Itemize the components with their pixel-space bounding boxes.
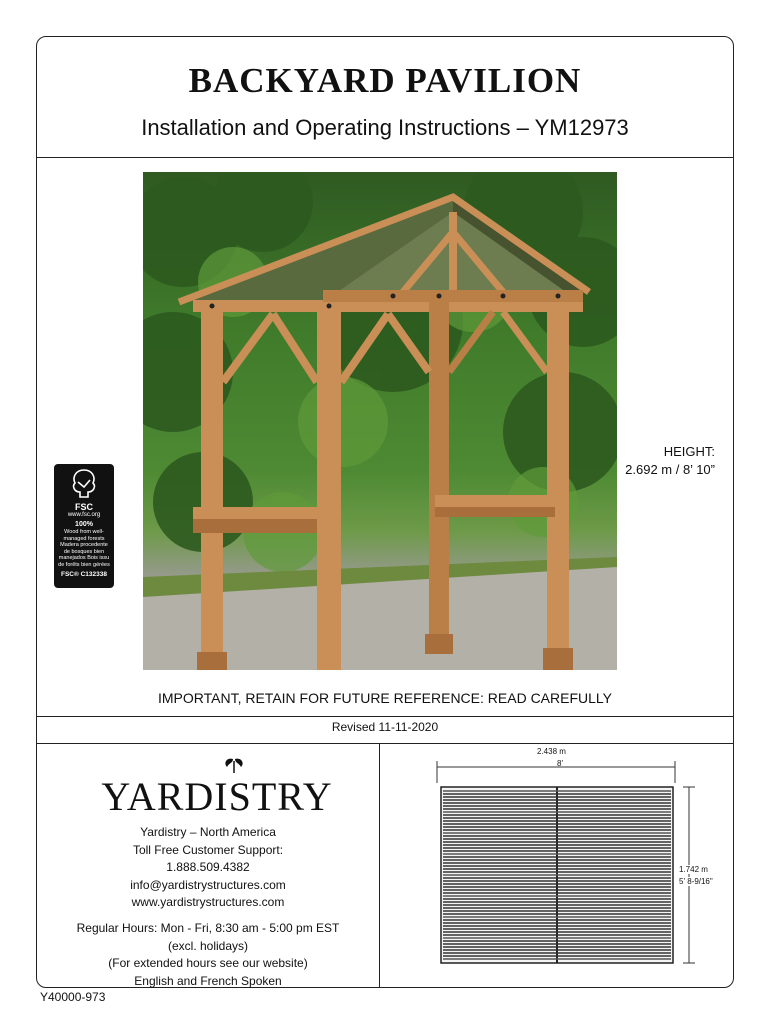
fsc-description: Wood from well-managed forests Madera procedente de bosques bien manejados Bois issu de forêts bien gérées [58, 529, 110, 568]
divider-vertical [379, 744, 380, 988]
roof-plan-diagram [397, 747, 717, 983]
hours-regular: Regular Hours: Mon - Fri, 8:30 am - 5:00 pm EST [76, 921, 340, 935]
hours-extended: (For extended hours see our website) [108, 956, 308, 970]
hours-languages: English and French Spoken [134, 973, 282, 988]
plan-width-metric: 2.438 m [537, 747, 566, 756]
hours-holidays: (excl. holidays) [167, 938, 249, 953]
contact-company: Yardistry – North America [140, 825, 276, 839]
important-notice: IMPORTANT, RETAIN FOR FUTURE REFERENCE: READ CAREFULLY [157, 690, 612, 706]
fsc-logo-text: FSC [75, 502, 93, 512]
product-photo [143, 172, 617, 670]
contact-phone[interactable]: 1.888.509.4382 [166, 860, 250, 874]
page-subtitle: Installation and Operating Instructions – YM12973 [141, 115, 629, 140]
fsc-code: FSC® C132338 [61, 571, 107, 578]
fsc-percent: 100% [75, 521, 93, 528]
roof-plan-drawing [397, 747, 717, 983]
fsc-certification-badge [54, 464, 114, 588]
page-title: BACKYARD PAVILION [188, 61, 582, 100]
divider-top [37, 157, 733, 158]
document-number: Y40000-973 [40, 990, 106, 1004]
revised-date: Revised 11-11-2020 [331, 720, 439, 734]
support-hours [37, 920, 379, 990]
height-label: HEIGHT: [663, 444, 715, 459]
contact-website[interactable]: www.yardistrystructures.com [131, 895, 285, 909]
contact-email[interactable]: info@yardistrystructures.com [130, 877, 286, 892]
logo-wordmark: YARDISTRY [101, 774, 333, 819]
contact-support-label: Toll Free Customer Support: [132, 842, 284, 857]
plan-width-imperial: 8' [557, 759, 563, 768]
plan-depth-imperial: 5' 8-9/16" [679, 877, 713, 886]
divider-middle [37, 716, 733, 717]
page-frame [36, 36, 734, 988]
fsc-tree-icon [70, 468, 98, 498]
height-value: 2.692 m / 8’ 10” [625, 462, 715, 477]
contact-info [37, 824, 379, 912]
divider-bottom [37, 743, 733, 744]
height-callout [625, 443, 715, 479]
yardistry-logo [87, 755, 347, 825]
fsc-website: www.fsc.org [67, 512, 101, 518]
plan-depth-metric: 1.742 m [679, 865, 708, 874]
pavilion-illustration [143, 172, 617, 670]
